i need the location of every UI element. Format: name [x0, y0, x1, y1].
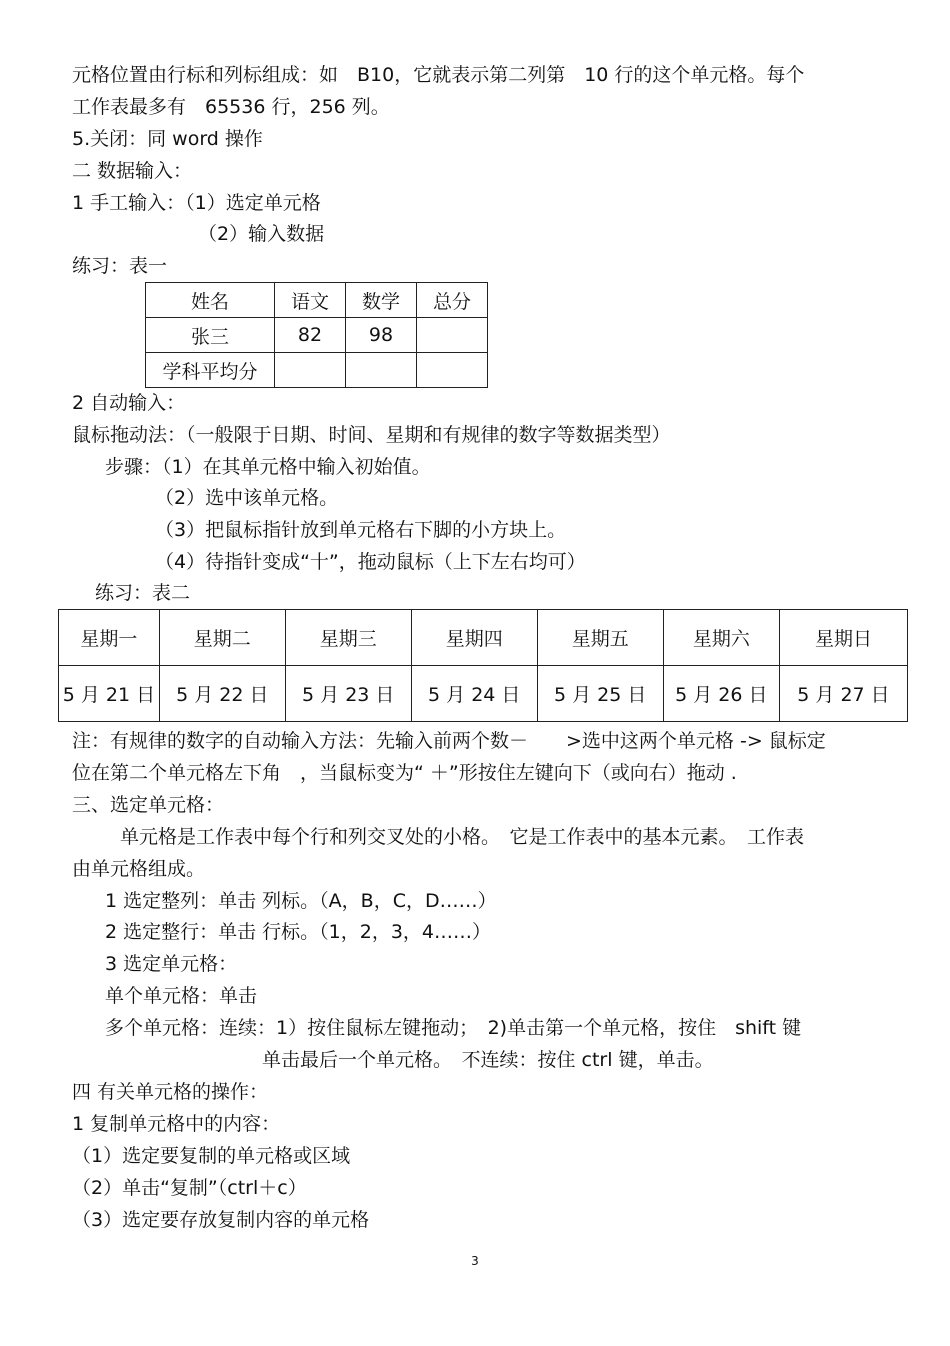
table-cell: 星期三 — [285, 610, 411, 666]
note-line: 注：有规律的数字的自动输入方法：先输入前两个数－ >选中这两个单元格 -> 鼠标定 — [72, 730, 826, 752]
table-cell: 星期六 — [663, 610, 779, 666]
table-header-cell: 语文 — [275, 283, 346, 318]
text-line: 2 自动输入： — [72, 392, 186, 414]
text-line: 步骤：（1）在其单元格中输入初始值。 — [105, 456, 431, 478]
table-row — [146, 318, 488, 353]
page-number: 3 — [471, 1254, 479, 1268]
table-cell: 星期五 — [537, 610, 663, 666]
text-line: 单元格是工作表中每个行和列交叉处的小格。 它是工作表中的基本元素。 工作表 — [120, 826, 805, 848]
table-cell — [417, 353, 488, 388]
text-line: 单个单元格：单击 — [105, 985, 258, 1007]
table-cell: 张三 — [146, 318, 275, 353]
text-line: 1 选定整列：单击 列标。（A，B，C，D……） — [105, 890, 497, 912]
section-heading: 二 数据输入： — [72, 160, 193, 182]
table-header-cell: 姓名 — [146, 283, 275, 318]
text-line: 工作表最多有 65536 行，256 列。 — [72, 96, 390, 118]
text-line: （2）选中该单元格。 — [155, 487, 339, 509]
table-cell: 5 月 27 日 — [779, 666, 907, 722]
table-row — [59, 610, 908, 666]
table-cell: 5 月 22 日 — [159, 666, 285, 722]
text-line: （1）选定要复制的单元格或区域 — [72, 1145, 351, 1167]
table-cell: 5 月 26 日 — [663, 666, 779, 722]
table-cell: 5 月 23 日 — [285, 666, 411, 722]
note-line: 位在第二个单元格左下角 ，当鼠标变为“ ＋”形按住左键向下（或向右）拖动 . — [72, 762, 737, 784]
table-cell — [417, 318, 488, 353]
text-line: 3 选定单元格： — [105, 953, 238, 975]
table-cell: 星期四 — [411, 610, 537, 666]
table-header-cell: 总分 — [417, 283, 488, 318]
text-line: （3）选定要存放复制内容的单元格 — [72, 1209, 370, 1231]
text-line: 多个单元格：连续：1）按住鼠标左键拖动； 2)单击第一个单元格，按住 shift 键 — [105, 1017, 802, 1039]
exercise-label: 练习：表二 — [95, 582, 191, 604]
exercise-label: 练习：表一 — [72, 255, 168, 277]
section-heading: 三、选定单元格： — [72, 794, 225, 816]
text-line: 1 手工输入：（1）选定单元格 — [72, 192, 321, 214]
text-line: 由单元格组成。 — [72, 858, 206, 880]
table-cell: 学科平均分 — [146, 353, 275, 388]
text-line: 单击最后一个单元格。 不连续：按住 ctrl 键，单击。 — [262, 1049, 714, 1071]
table-cell: 星期二 — [159, 610, 285, 666]
table-cell — [275, 353, 346, 388]
text-line: 5.关闭：同 word 操作 — [72, 128, 263, 150]
table-row — [146, 353, 488, 388]
table-row — [146, 283, 488, 318]
text-line: （3）把鼠标指针放到单元格右下脚的小方块上。 — [155, 519, 567, 541]
table-cell: 82 — [275, 318, 346, 353]
text-line: （2）输入数据 — [198, 223, 325, 245]
text-line: （4）待指针变成“十”，拖动鼠标（上下左右均可） — [155, 551, 586, 573]
table-cell: 星期日 — [779, 610, 907, 666]
table-row — [59, 666, 908, 722]
text-line: 2 选定整行：单击 行标。（1，2，3，4……） — [105, 921, 492, 943]
table-cell: 5 月 21 日 — [59, 666, 160, 722]
text-line: （2）单击“复制”（ctrl＋c） — [72, 1177, 307, 1199]
section-heading: 四 有关单元格的操作： — [72, 1081, 269, 1103]
table-cell: 星期一 — [59, 610, 160, 666]
table-cell — [346, 353, 417, 388]
score-table — [145, 282, 488, 388]
weekday-table — [58, 609, 908, 722]
table-cell: 5 月 24 日 — [411, 666, 537, 722]
table-header-cell: 数学 — [346, 283, 417, 318]
text-line: 鼠标拖动法：（一般限于日期、时间、星期和有规律的数字等数据类型） — [72, 424, 671, 446]
text-line: 1 复制单元格中的内容： — [72, 1113, 281, 1135]
text-line: 元格位置由行标和列标组成：如 B10，它就表示第二列第 10 行的这个单元格。每个 — [72, 64, 805, 86]
table-cell: 5 月 25 日 — [537, 666, 663, 722]
table-cell: 98 — [346, 318, 417, 353]
